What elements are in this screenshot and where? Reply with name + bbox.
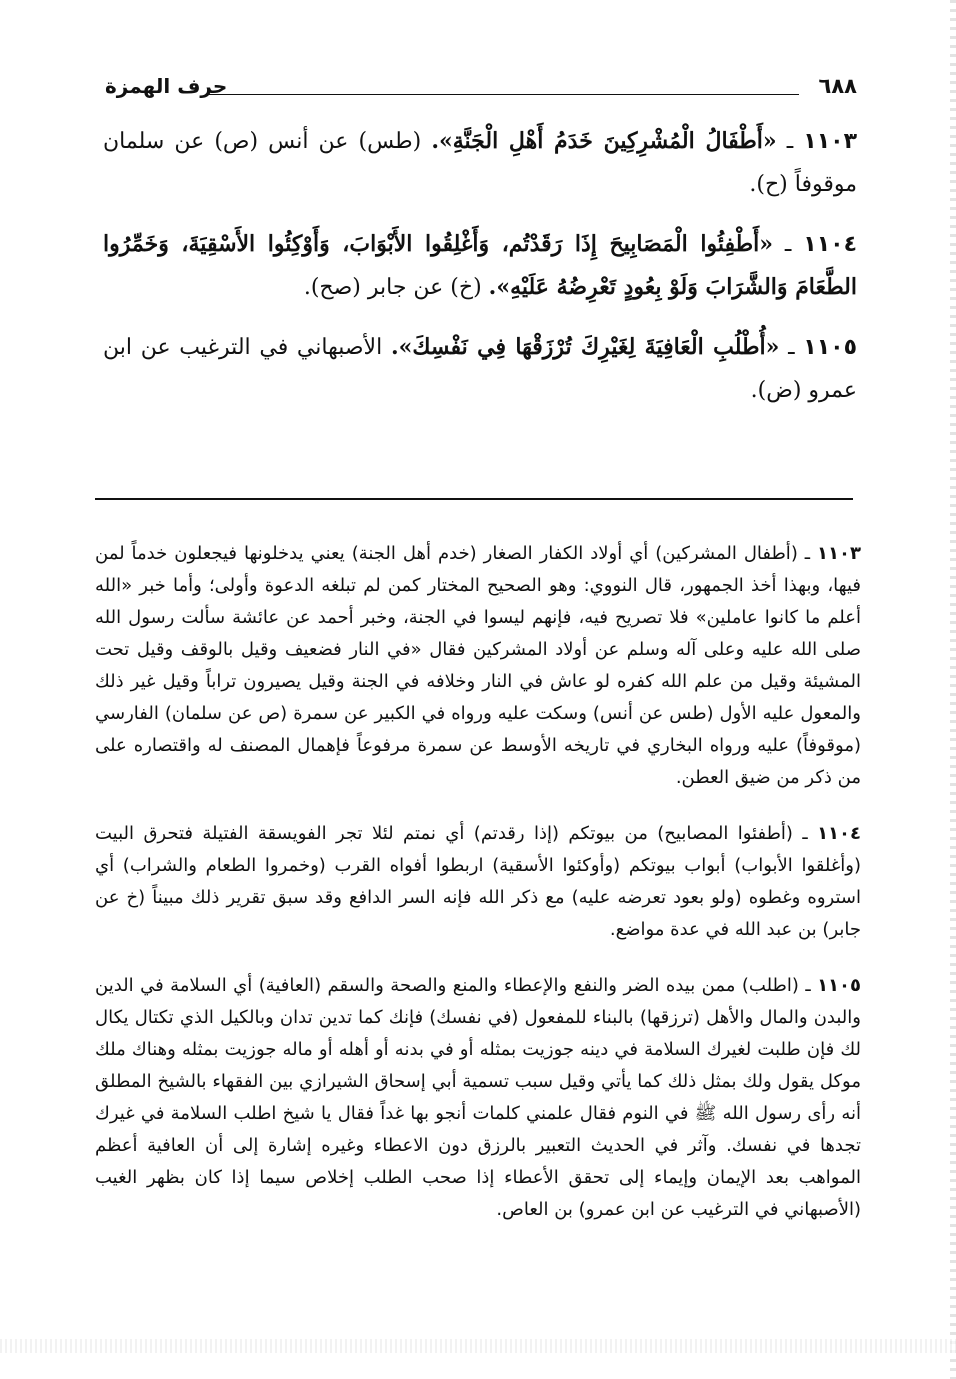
scan-edge-right bbox=[950, 0, 956, 1379]
hadith-entry: ١١٠٥ ـ «أُطْلُبِ الْعَافِيَةَ لِغَيْرِكَ تُرْزَقْهَا فِي نَفْسِكَ». الأصبهاني في الترغيب عن ابن عمرو (ض). bbox=[103, 334, 857, 403]
commentary-entry: ١١٠٣ ـ (أطفال المشركين) أي أولاد الكفار الصغار (خدم أهل الجنة) يعني يدخلونها فيجعلون خدماً لمن فيها، وبهذا أخذ الجمهور، قال النووي: وهو الصحيح المختار كمن لم تبلغه الدعوة وأولى؛ وأما خبر «الله أعلم ما كانوا عاملين» فلا تصريح فيه، فإنهم ليسوا في الجنة، وخبر أحمد عن عائشة سألت رسول الله صلى الله عليه وعلى آله وسلم عن أولاد المشركين فقال «في النار فضعيف وقيل بالوقف وقيل تحت المشيئة وقيل من علم الله كفره لو عاش في النار وخلافه في الجنة وقيل يصيرون تراباً وقيل غير ذلك والمعول عليه الأول (طس عن أنس) وسكت عليه ورواه في الكبير عن سمرة (ص عن سلمان) الفارسي (موقوفاً) عليه ورواه البخاري في تاريخه الأوسط عن سمرة مرفوعاً فإهمال المصنف له واقتصاره على من ذكر من ضيق العطن. bbox=[95, 543, 861, 788]
commentary-entry: ١١٠٤ ـ (أطفئوا المصابيح) من بيوتكم (إذا رقدتم) أي نمتم لئلا تجر الفويسقة الفتيلة فتحرق البيت (وأغلقوا الأبواب) أبواب بيوتكم (وأوكئوا الأسقية) اربطوا أفواه القرب (وخمروا الطعام والشراب) أي استروه وغطوه (ولو بعود تعرضه عليه) مع ذكر الله فإنه السر الدافع وقد سبق تقرير ذلك مبيناً (خ عن جابر) بن عبد الله في عدة مواضع. bbox=[95, 823, 862, 940]
hadith-source: الأصبهاني في الترغيب عن ابن عمرو (ض). bbox=[103, 335, 857, 403]
hadith-entry: ١١٠٤ ـ «أَطْفِئُوا الْمَصَابِيحَ إِذَا رَقَدْتُم، وَأَغْلِقُوا الأَبْوَابَ، وَأَوْكِئُوا الأَسْقِيَةَ، وَخَمِّرُوا الطَّعَامَ وَالشَّرَابَ وَلَوْ بِعُودٍ تَعْرِضُهُ عَلَيْهِ». (خ) عن جابر (صح). bbox=[103, 231, 857, 300]
hadith-source: (طس) عن أنس (ص) عن سلمان موقوفاً (ح). bbox=[103, 129, 857, 197]
commentary-entry: ١١٠٥ ـ (اطلب) ممن بيده الضر والنفع والإعطاء والمنع والصحة والسقم (العافية) أي السلامة في الدين والبدن والمال والأهل (ترزقها) بالبناء للمفعول (في نفسك) فإنك كما تدين تدان وبالكيل الذي تكتال يكال لك فإن طلبت لغيرك السلامة في دينه جوزيت بمثله أو في بدنه أو أهله أو ماله جوزيت بمثله وهناك ملك موكل يقول ولك بمثل ذلك كما يأتي وقيل سبب تسمية أبي إسحاق الشيرازي بين الفقهاء بالشيخ المطلق أنه رأى رسول الله ﷺ في النوم فقال علمني كلمات أنجو بها غداً فقال يا شيخ اطلب السلامة في غيرك تجدها في نفسك. وآثر في الحديث التعبير بالرزق دون الاعطاء وغيره إشارة إلى أن العافية أعظم المواهب بعد الإيمان وإيماء إلى تحقق الأعطاء إذا صحب الطلب إخلاص سيما إذا كان بظهر الغيب (الأصبهاني في الترغيب عن ابن عمرو) بن العاص. bbox=[95, 975, 862, 1220]
commentary-text: (أطفال المشركين) أي أولاد الكفار الصغار (خدم أهل الجنة) يعني يدخلونها فيجعلون خدماً لمن فيها، وبهذا أخذ الجمهور، قال النووي: وهو الصحيح المختار كمن لم تبلغه الدعوة وأولى؛ وأما خبر «الله أعلم ما كانوا عاملين» فلا تصريح فيه، فإنهم ليسوا في الجنة، وخبر أحمد عن عائشة سألت رسول الله صلى الله عليه وعلى آله وسلم عن أولاد المشركين فقال «في النار فضعيف وقيل بالوقف وقيل تحت المشيئة وقيل من علم الله كفره لو عاش في النار وخلافه في الجنة وقيل يصيرون تراباً وقيل غير ذلك والمعول عليه الأول (طس عن أنس) وسكت عليه ورواه في الكبير عن سمرة (ص عن سلمان) الفارسي (موقوفاً) عليه ورواه البخاري في تاريخه الأوسط عن سمرة مرفوعاً فإهمال المصنف له واقتصاره على من ذكر من ضيق العطن. bbox=[95, 543, 861, 788]
main-text bbox=[103, 120, 857, 429]
page-number: ٦٨٨ bbox=[818, 74, 857, 98]
entry-number: ١١٠٣ bbox=[803, 129, 857, 154]
entry-number: ١١٠٥ bbox=[803, 335, 857, 360]
chapter-title: حرف الهمزة bbox=[105, 74, 228, 98]
header-rule bbox=[207, 94, 799, 95]
hadith-source: (خ) عن جابر (صح). bbox=[303, 275, 482, 300]
page-header bbox=[105, 74, 857, 104]
hadith-text: «أُطْلُبِ الْعَافِيَةَ لِغَيْرِكَ تُرْزَقْهَا فِي نَفْسِكَ». bbox=[390, 334, 780, 360]
commentary-number: ١١٠٥ bbox=[817, 975, 862, 996]
entry-number: ١١٠٤ bbox=[803, 232, 857, 257]
hadith-entry: ١١٠٣ ـ «أَطْفَالُ الْمُشْرِكِينَ خَدَمُ أَهْلِ الْجَنَّةِ». (طس) عن أنس (ص) عن سلمان موقوفاً (ح). bbox=[103, 128, 857, 197]
footnote-separator bbox=[95, 498, 853, 500]
commentary bbox=[95, 538, 861, 1250]
scan-edge-bottom bbox=[0, 1339, 956, 1353]
hadith-text: «أَطْفَالُ الْمُشْرِكِينَ خَدَمُ أَهْلِ الْجَنَّةِ». bbox=[431, 128, 777, 154]
commentary-text: (اطلب) ممن بيده الضر والنفع والإعطاء والمنع والصحة والسقم (العافية) أي السلامة في الدين والبدن والمال والأهل (ترزقها) بالبناء للمفعول (في نفسك) فإنك كما تدين تدان وبالكيل الذي تكتال يكال لك فإن طلبت لغيرك السلامة في دينه جوزيت بمثله أو في بدنه أو أهله أو ماله جوزيت بمثله وهناك ملك موكل يقول ولك بمثل ذلك كما يأتي وقيل سبب تسمية أبي إسحاق الشيرازي بين الفقهاء بالشيخ المطلق أنه رأى رسول الله ﷺ في النوم فقال علمني كلمات أنجو بها غداً فقال يا شيخ اطلب السلامة في غيرك تجدها في نفسك. وآثر في الحديث التعبير بالرزق دون الاعطاء وغيره إشارة إلى أن العافية أعظم المواهب بعد الإيمان وإيماء إلى تحقق الأعطاء إذا صحب الطلب إخلاص سيما إذا كان بظهر الغيب (الأصبهاني في الترغيب عن ابن عمرو) بن العاص. bbox=[95, 975, 861, 1220]
hadith-text: «أَطْفِئُوا الْمَصَابِيحَ إِذَا رَقَدْتُم، وَأَغْلِقُوا الأَبْوَابَ، وَأَوْكِئُوا الأَسْقِيَةَ، وَخَمِّرُوا الطَّعَامَ وَالشَّرَابَ وَلَوْ بِعُودٍ تَعْرِضُهُ عَلَيْهِ». bbox=[103, 231, 857, 300]
commentary-text: (أطفئوا المصابيح) من بيوتكم (إذا رقدتم) أي نمتم لئلا تجر الفويسقة الفتيلة فتحرق البيت (وأغلقوا الأبواب) أبواب بيوتكم (وأوكئوا الأسقية) اربطوا أفواه القرب (وخمروا الطعام والشراب) أي استروه وغطوه (ولو بعود تعرضه عليه) مع ذكر الله فإنه السر الدافع وقد سبق تقرير ذلك مبيناً (خ عن جابر) بن عبد الله في عدة مواضع. bbox=[95, 823, 861, 940]
commentary-number: ١١٠٤ bbox=[817, 823, 862, 844]
commentary-number: ١١٠٣ bbox=[817, 543, 861, 564]
